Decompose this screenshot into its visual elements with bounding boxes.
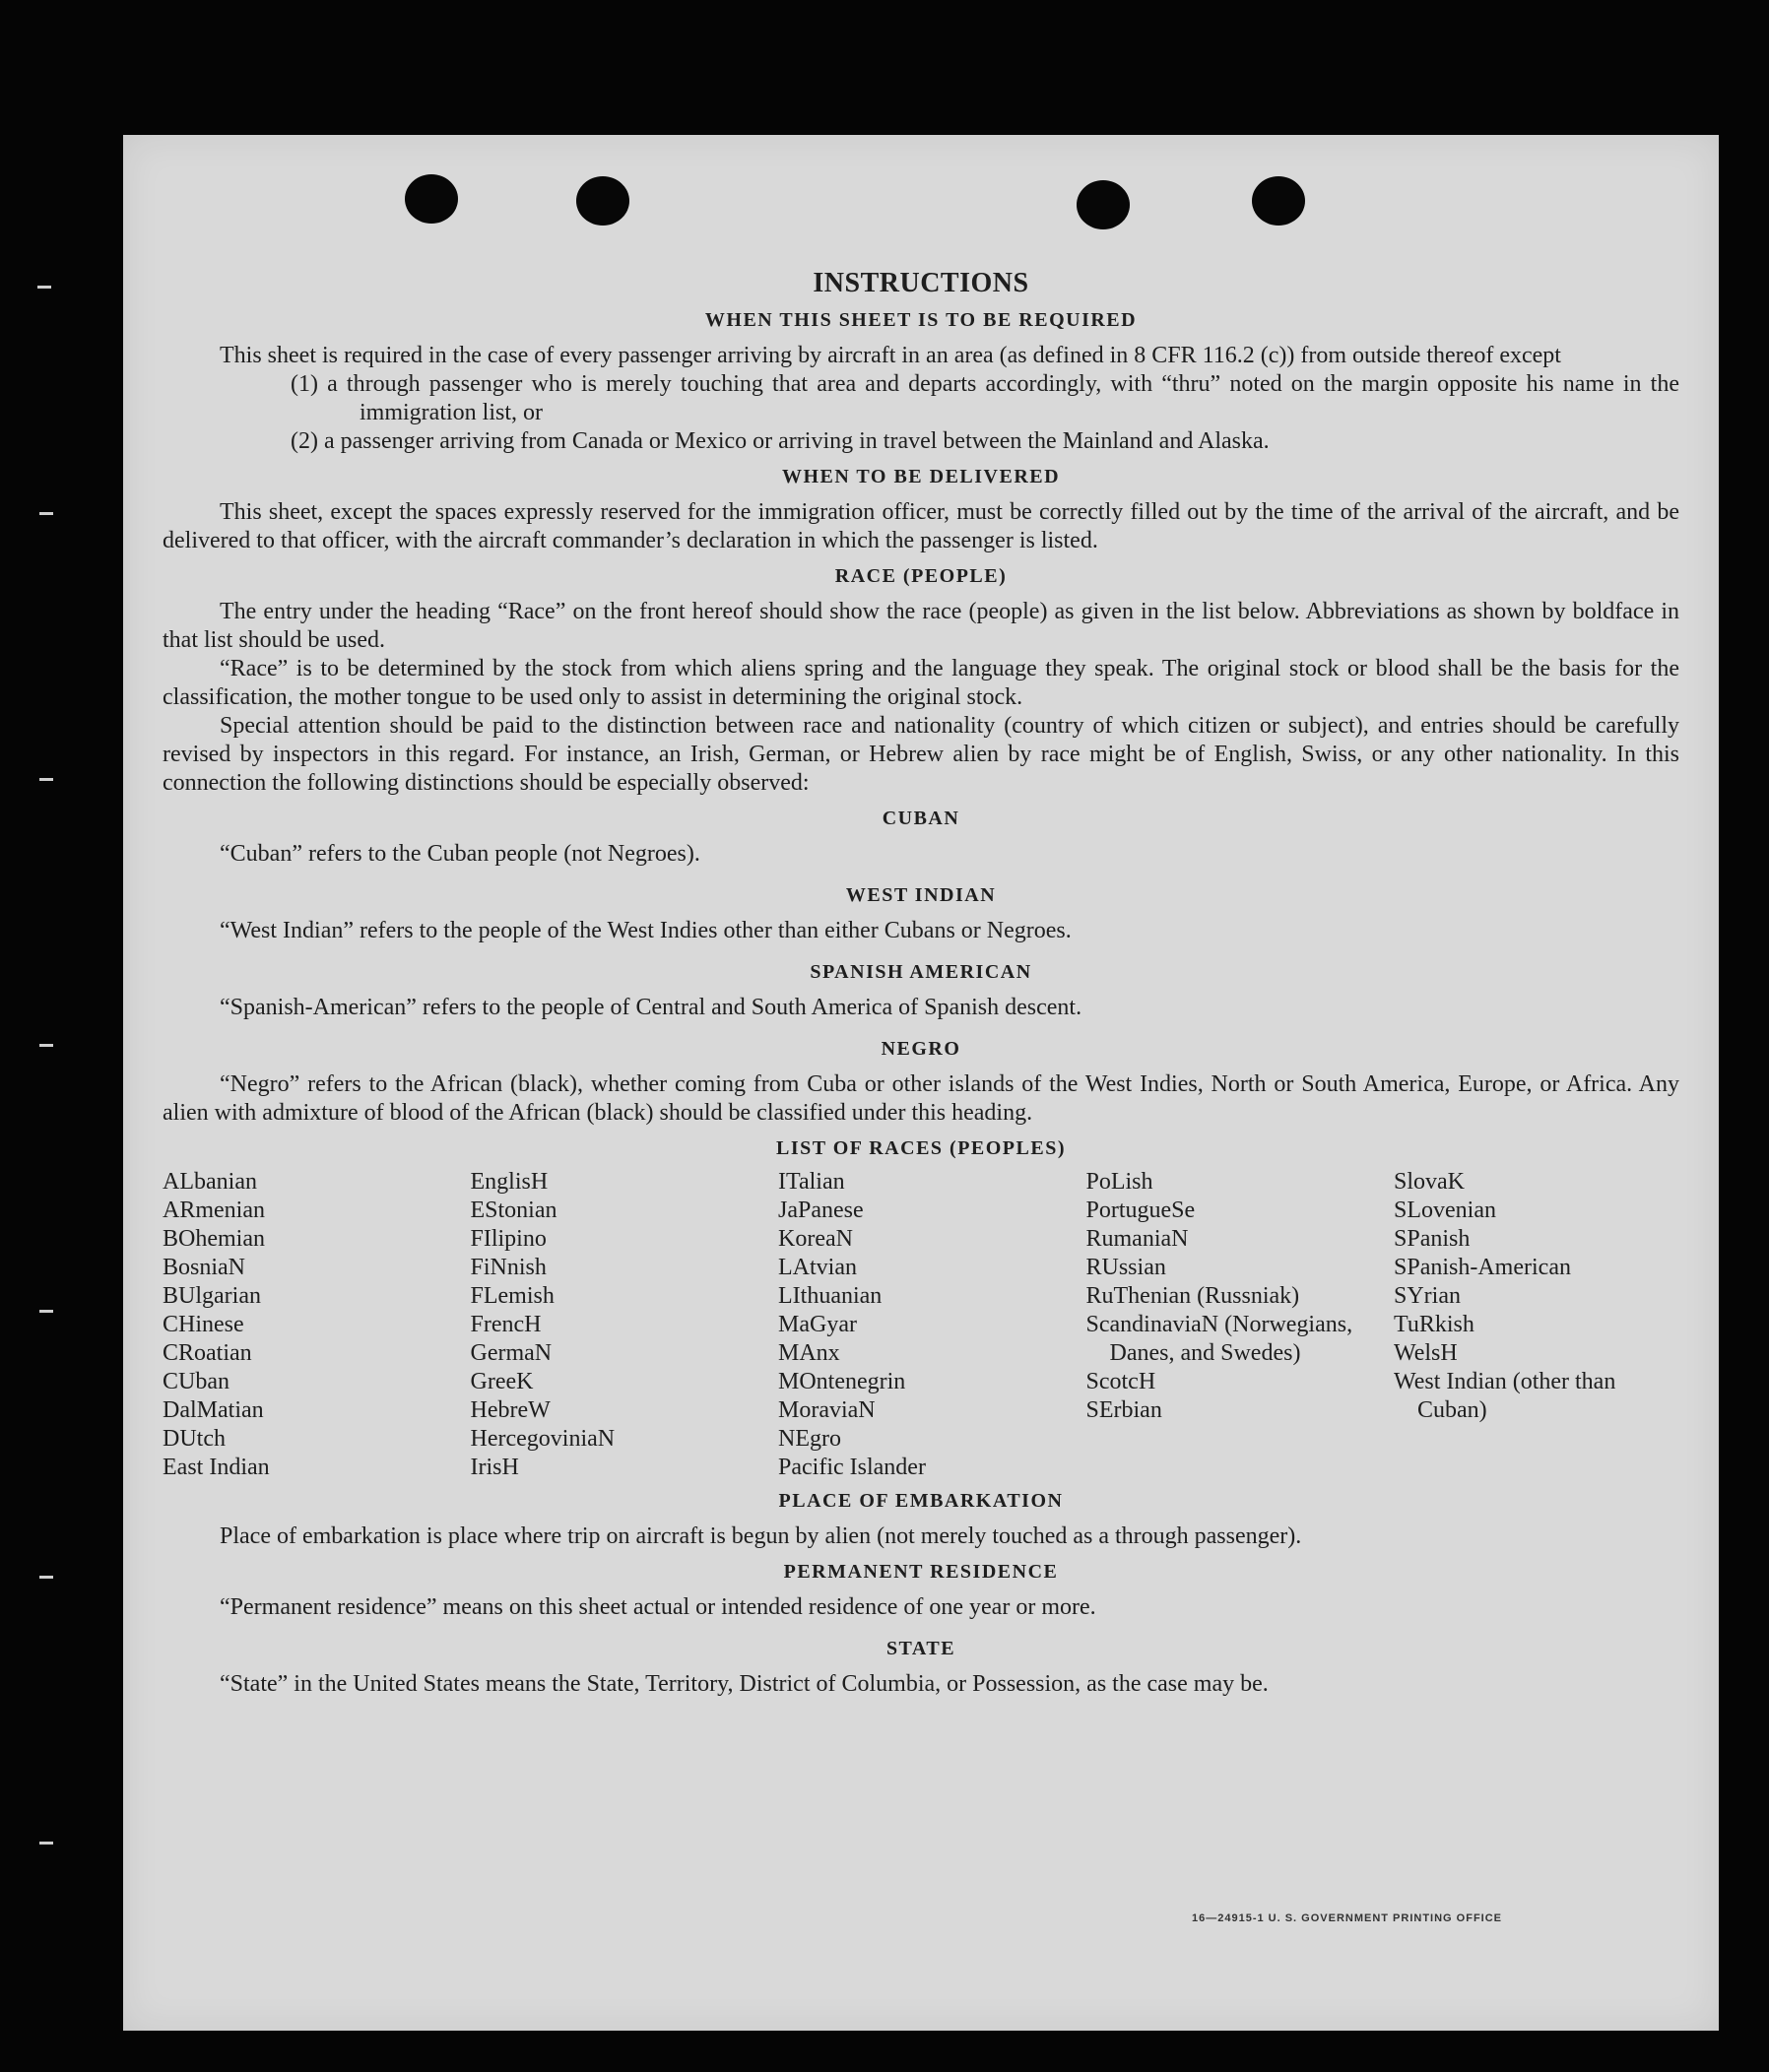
section-heading-required: WHEN THIS SHEET IS TO BE REQUIRED xyxy=(704,309,1138,331)
race-item: LAtvian xyxy=(778,1255,857,1280)
race-item: CUban xyxy=(163,1369,229,1394)
race-item: WelsH xyxy=(1394,1340,1458,1366)
race-item: ScotcH xyxy=(1085,1369,1156,1394)
race-item: BOhemian xyxy=(163,1226,265,1252)
race-item: Pacific Islander xyxy=(778,1455,926,1480)
edge-mark xyxy=(37,286,51,289)
edge-mark xyxy=(39,1310,53,1313)
race-item: West Indian (other than Cuban) xyxy=(1394,1369,1616,1423)
required-item-2: (2) a passenger arriving from Canada or Mexico or arriving in travel between the Mainland and Alaska. xyxy=(291,428,1270,454)
page-title: INSTRUCTIONS xyxy=(813,268,1029,298)
race-item: EnglisH xyxy=(470,1169,549,1195)
spanish-american-text: “Spanish-American” refers to the people of Central and South America of Spanish descent. xyxy=(220,995,1082,1020)
races-column-3 xyxy=(778,1168,1064,1482)
race-item: HercegoviniaN xyxy=(470,1426,616,1452)
race-item: DUtch xyxy=(163,1426,226,1452)
race-item: FIlipino xyxy=(470,1226,547,1252)
embarkation-text: Place of embarkation is place where trip on aircraft is begun by alien (not merely touched as a through passenger). xyxy=(220,1523,1302,1549)
race-item: FLemish xyxy=(470,1283,555,1309)
punch-hole xyxy=(1252,176,1305,226)
edge-mark xyxy=(39,1842,53,1845)
race-item: LIthuanian xyxy=(778,1283,883,1309)
delivered-text: This sheet, except the spaces expressly reserved for the immigration officer, must be correctly filled out by the time of the arrival of the aircraft, and be delivered to that officer, with the aircraft commander’s declaration in which the passenger is listed. xyxy=(163,499,1679,553)
races-column-4 xyxy=(1086,1168,1372,1482)
state-text: “State” in the United States means the State, Territory, District of Columbia, or Possession, as the case may be. xyxy=(220,1671,1269,1697)
edge-mark xyxy=(39,512,53,515)
race-item: TuRkish xyxy=(1394,1312,1474,1337)
section-heading-spanish-american: SPANISH AMERICAN xyxy=(810,961,1032,983)
section-heading-negro: NEGRO xyxy=(881,1038,961,1060)
edge-mark xyxy=(39,778,53,781)
race-item: ITalian xyxy=(778,1169,845,1195)
race-paragraph-2: “Race” is to be determined by the stock from which aliens spring and the language they speak. The original stock or blood shall be the basis for the classification, the mother tongue to be used only to assist in determining the original stock. xyxy=(163,656,1679,710)
required-intro: This sheet is required in the case of every passenger arriving by aircraft in an area (as defined in 8 CFR 116.2 (c)) from outside thereof except xyxy=(220,343,1561,368)
negro-text: “Negro” refers to the African (black), whether coming from Cuba or other islands of the West Indies, North or South America, Europe, or Africa. Any alien with admixture of blood of the African (black) should be classified under this heading. xyxy=(163,1071,1679,1126)
race-item: RuThenian (Russniak) xyxy=(1085,1283,1300,1309)
race-item: JaPanese xyxy=(778,1198,864,1223)
race-item: ARmenian xyxy=(163,1198,265,1223)
section-heading-cuban: CUBAN xyxy=(882,808,960,829)
printing-office-code: 16—24915-1 U. S. GOVERNMENT PRINTING OFFICE xyxy=(1192,1912,1503,1924)
race-item: SLovenian xyxy=(1394,1198,1496,1223)
race-item: GermaN xyxy=(470,1340,553,1366)
punch-hole xyxy=(1077,180,1130,229)
race-item: ALbanian xyxy=(163,1169,257,1195)
races-list xyxy=(163,1168,1679,1482)
document-sheet xyxy=(123,135,1719,2031)
race-paragraph-3: Special attention should be paid to the distinction between race and nationality (country of which citizen or subject), and entries should be carefully revised by inspectors in this regard. For instance, an Irish, German, or Hebrew alien by race might be of English, Swiss, or any other nationality. In this connection the following distinctions should be especially observed: xyxy=(163,713,1679,796)
required-item-1: (1) a through passenger who is merely touching that area and departs accordingly, with “thru” noted on the margin opposite his name in the immigration list, or xyxy=(291,371,1679,425)
section-heading-race: RACE (PEOPLE) xyxy=(834,565,1008,587)
residence-text: “Permanent residence” means on this sheet actual or intended residence of one year or more. xyxy=(220,1594,1096,1620)
race-item: BosniaN xyxy=(163,1255,245,1280)
section-heading-state: STATE xyxy=(885,1638,956,1659)
race-item: MOntenegrin xyxy=(778,1369,906,1394)
race-item: KoreaN xyxy=(778,1226,853,1252)
race-item: RumaniaN xyxy=(1085,1226,1189,1252)
west-indian-text: “West Indian” refers to the people of the West Indies other than either Cubans or Negroes. xyxy=(220,918,1072,943)
cuban-text: “Cuban” refers to the Cuban people (not Negroes). xyxy=(220,841,700,867)
race-item: SErbian xyxy=(1085,1397,1162,1423)
punch-hole xyxy=(576,176,629,226)
race-item: MoraviaN xyxy=(778,1397,876,1423)
race-item: CRoatian xyxy=(163,1340,252,1366)
races-column-2 xyxy=(471,1168,756,1482)
race-item: RUssian xyxy=(1085,1255,1166,1280)
race-item: ScandinaviaN (Norwegians, Danes, and Swedes) xyxy=(1085,1312,1353,1366)
races-column-1 xyxy=(163,1168,448,1482)
race-item: PoLish xyxy=(1085,1169,1153,1195)
race-item: HebreW xyxy=(470,1397,551,1423)
section-heading-west-indian: WEST INDIAN xyxy=(845,884,997,906)
race-paragraph-1: The entry under the heading “Race” on the front hereof should show the race (people) as given in the list below. Abbreviations as shown by boldface in that list should be used. xyxy=(163,599,1679,653)
section-heading-residence: PERMANENT RESIDENCE xyxy=(783,1561,1059,1583)
race-item: MAnx xyxy=(778,1340,840,1366)
section-heading-delivered: WHEN TO BE DELIVERED xyxy=(781,466,1061,487)
race-item: SYrian xyxy=(1394,1283,1461,1309)
race-item: PortugueSe xyxy=(1085,1198,1196,1223)
race-item: EStonian xyxy=(470,1198,557,1223)
punch-hole xyxy=(405,174,458,224)
race-item: GreeK xyxy=(470,1369,534,1394)
race-item: SPanish xyxy=(1394,1226,1471,1252)
instructions-content xyxy=(163,268,1679,1699)
race-item: NEgro xyxy=(778,1426,841,1452)
list-of-races-heading: LIST OF RACES (PEOPLES) xyxy=(775,1137,1066,1159)
race-item: SlovaK xyxy=(1394,1169,1465,1195)
race-item: FiNnish xyxy=(470,1255,547,1280)
race-item: FrencH xyxy=(470,1312,542,1337)
race-item: East Indian xyxy=(163,1455,270,1480)
race-item: DalMatian xyxy=(163,1397,264,1423)
race-item: BUlgarian xyxy=(163,1283,261,1309)
race-item: IrisH xyxy=(470,1455,519,1480)
race-item: SPanish-American xyxy=(1394,1255,1571,1280)
race-item: MaGyar xyxy=(778,1312,857,1337)
edge-mark xyxy=(39,1576,53,1579)
races-column-5 xyxy=(1394,1168,1679,1482)
edge-mark xyxy=(39,1044,53,1047)
race-item: CHinese xyxy=(163,1312,244,1337)
section-heading-embarkation: PLACE OF EMBARKATION xyxy=(778,1490,1064,1512)
